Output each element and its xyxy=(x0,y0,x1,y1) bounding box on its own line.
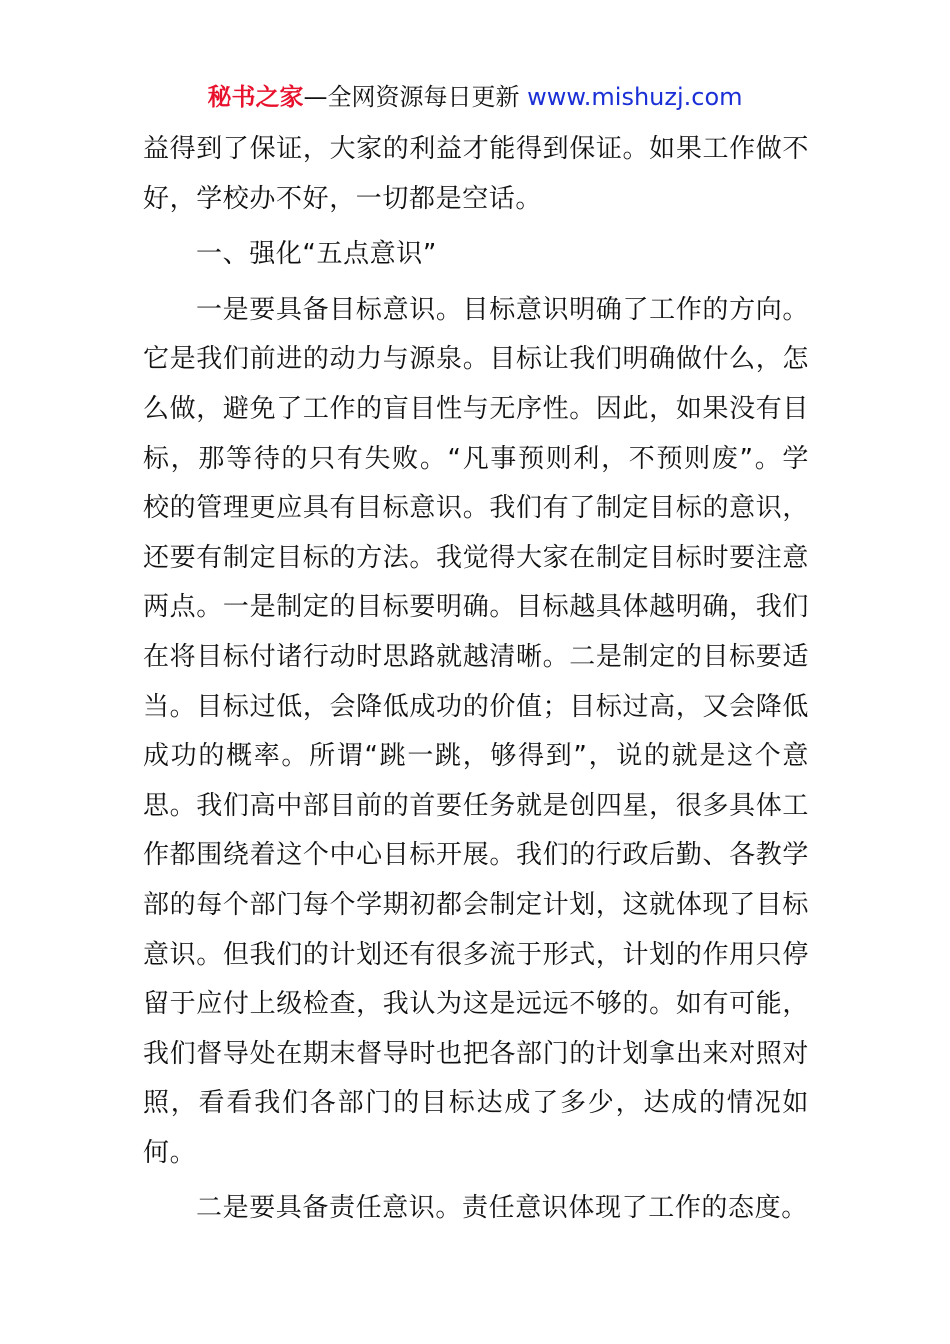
paragraph-responsibility-awareness: 二是要具备责任意识。责任意识体现了工作的态度。 xyxy=(196,1193,808,1224)
document-body xyxy=(143,125,809,1234)
header-site-url[interactable]: www.mishuzj.com xyxy=(527,83,743,111)
paragraph-continuation: 益得到了保证，大家的利益才能得到保证。如果工作做不好，学校办不好，一切都是空话。 xyxy=(143,134,809,214)
section-heading: 一、强化“五点意识” xyxy=(196,239,437,270)
page-header xyxy=(0,80,950,114)
paragraph-goal-awareness: 一是要具备目标意识。目标意识明确了工作的方向。它是我们前进的动力与源泉。目标让我们明确做什么，怎么做，避免了工作的盲目性与无序性。因此，如果没有目标，那等待的只有失败。“凡事预则利，不预则废”。学校的管理更应具有目标意识。我们有了制定目标的意识，还要有制定目标的方法。我觉得大家在制定目标时要注意两点。一是制定的目标要明确。目标越具体越明确，我们在将目标付诸行动时思路就越清晰。二是制定的目标要适当。目标过低，会降低成功的价值；目标过高，又会降低成功的概率。所谓“跳一跳，够得到”，说的就是这个意思。我们高中部目前的首要任务就是创四星，很多具体工作都围绕着这个中心目标开展。我们的行政后勤、各教学部的每个部门每个学期初都会制定计划，这就体现了目标意识。但我们的计划还有很多流于形式，计划的作用只停留于应付上级检查，我认为这是远远不够的。如有可能，我们督导处在期末督导时也把各部门的计划拿出来对照对照，看看我们各部门的目标达成了多少，达成的情况如何。 xyxy=(143,294,809,1168)
header-tagline: —全网资源每日更新 xyxy=(303,83,528,111)
header-brand: 秘书之家 xyxy=(207,83,304,111)
